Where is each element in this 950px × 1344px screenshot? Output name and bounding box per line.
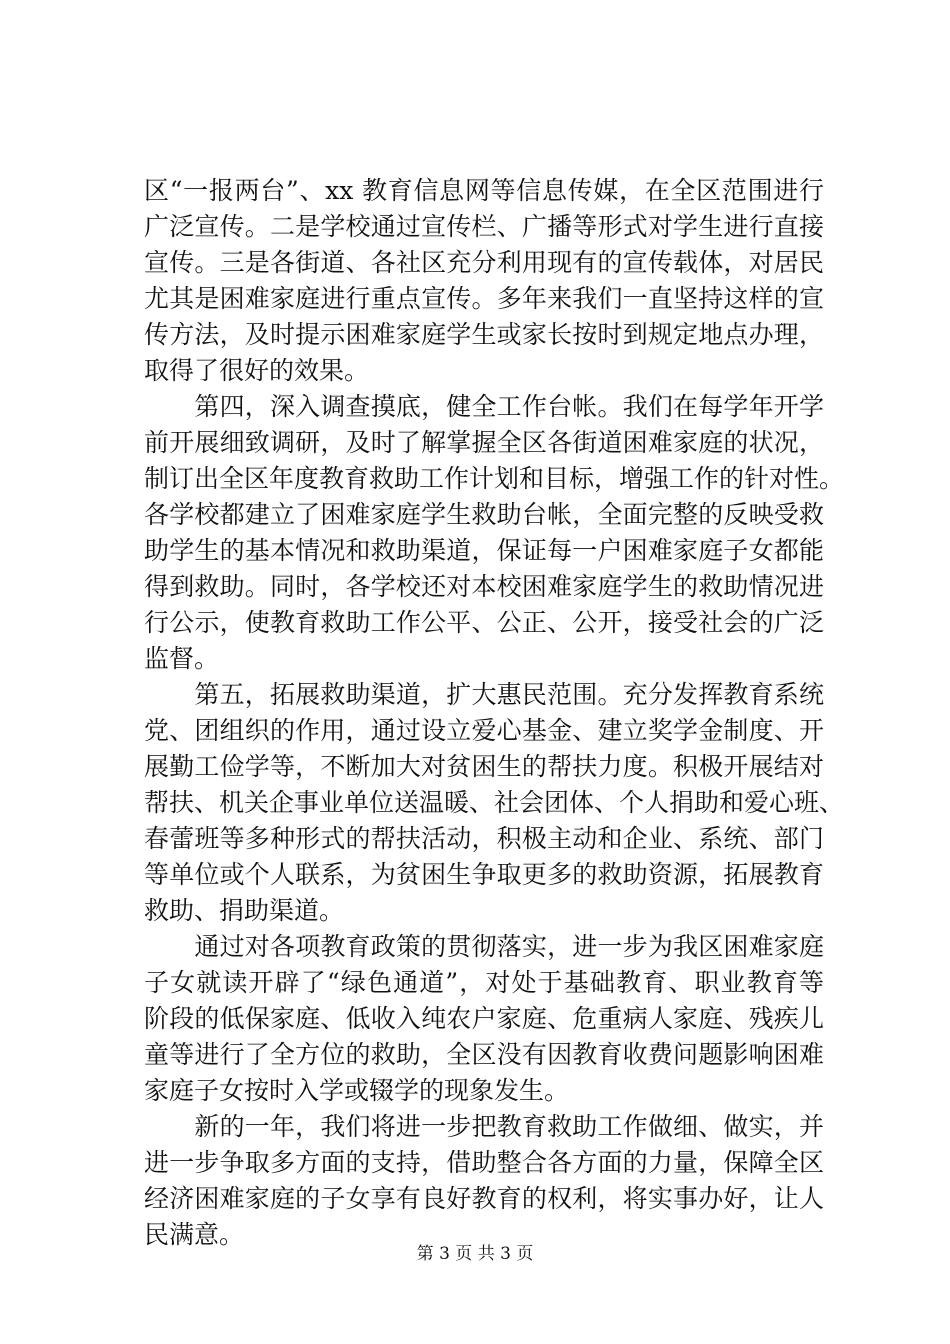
text-line: 得到救助。同时，各学校还对本校困难家庭学生的救助情况进 (144, 572, 824, 601)
text-line: 救助、捐助渠道。 (144, 896, 345, 925)
text-line: 通过对各项教育政策的贯彻落实，进一步为我区困难家庭 (144, 932, 824, 961)
document-body (144, 173, 845, 1253)
text-line: 新的一年，我们将进一步把教育救助工作做细、做实，并 (144, 1112, 824, 1141)
text-line: 传方法，及时提示困难家庭学生或家长按时到规定地点办理， (144, 320, 824, 349)
text-line: 党、团组织的作用，通过设立爱心基金、建立奖学金制度、开 (144, 716, 824, 745)
text-line: 广泛宣传。二是学校通过宣传栏、广播等形式对学生进行直接 (144, 212, 824, 241)
text-line: 等单位或个人联系，为贫困生争取更多的救助资源，拓展教育 (144, 860, 824, 889)
text-line: 第四，深入调查摸底，健全工作台帐。我们在每学年开学 (144, 392, 824, 421)
text-line: 民满意。 (144, 1220, 245, 1249)
text-line: 区“一报两台”、xx 教育信息网等信息传媒，在全区范围进行 (144, 176, 824, 205)
text-line: 童等进行了全方位的救助，全区没有因教育收费问题影响困难 (144, 1040, 824, 1069)
text-line: 前开展细致调研，及时了解掌握全区各街道困难家庭的状况， (144, 428, 824, 457)
text-line: 制订出全区年度教育救助工作计划和目标，增强工作的针对性。 (144, 464, 845, 493)
text-line: 进一步争取多方面的支持，借助整合各方面的力量，保障全区 (144, 1148, 824, 1177)
text-line: 行公示，使教育救助工作公平、公正、公开，接受社会的广泛 (144, 608, 824, 637)
text-line: 家庭子女按时入学或辍学的现象发生。 (144, 1076, 570, 1105)
text-line: 阶段的低保家庭、低收入纯农户家庭、危重病人家庭、残疾儿 (144, 1004, 824, 1033)
text-line: 宣传。三是各街道、各社区充分利用现有的宣传载体，对居民 (144, 248, 824, 277)
text-line: 展勤工俭学等，不断加大对贫困生的帮扶力度。积极开展结对 (144, 752, 824, 781)
page-footer: 第 3 页 共 3 页 (416, 1244, 534, 1264)
text-line: 帮扶、机关企事业单位送温暖、社会团体、个人捐助和爱心班、 (144, 788, 845, 817)
text-line: 第五，拓展救助渠道，扩大惠民范围。充分发挥教育系统 (144, 680, 824, 709)
text-line: 子女就读开辟了“绿色通道”，对处于基础教育、职业教育等 (144, 968, 824, 997)
text-line: 助学生的基本情况和救助渠道，保证每一户困难家庭子女都能 (144, 536, 824, 565)
text-line: 经济困难家庭的子女享有良好教育的权利，将实事办好，让人 (144, 1184, 824, 1213)
text-line: 监督。 (144, 644, 220, 673)
text-line: 取得了很好的效果。 (144, 356, 370, 385)
text-line: 各学校都建立了困难家庭学生救助台帐，全面完整的反映受救 (144, 500, 824, 529)
text-line: 春蕾班等多种形式的帮扶活动，积极主动和企业、系统、部门 (144, 824, 824, 853)
text-line: 尤其是困难家庭进行重点宣传。多年来我们一直坚持这样的宣 (144, 284, 824, 313)
